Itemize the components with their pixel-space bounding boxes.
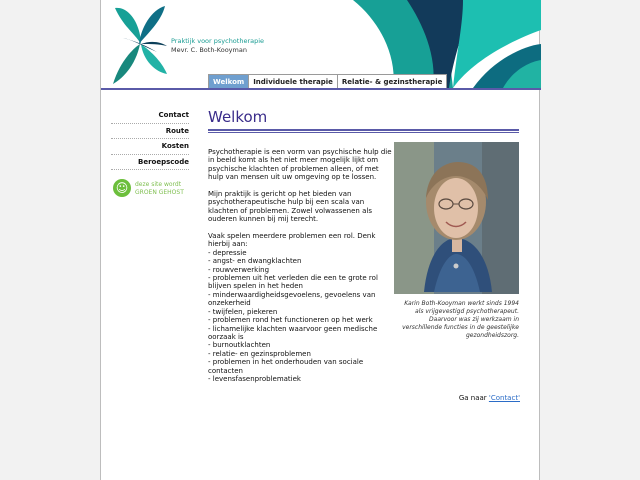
main-tabs: [208, 74, 447, 89]
sidebar-item-route[interactable]: Route: [111, 124, 189, 140]
badge-text-bottom: GROEN GEHOST: [135, 189, 184, 196]
list-item: - twijfelen, piekeren: [208, 307, 278, 316]
sidebar-item-beroepscode[interactable]: Beroepscode: [111, 155, 189, 171]
list-item: - relatie- en gezinsproblemen: [208, 349, 311, 358]
list-item: - levensfasenproblematiek: [208, 374, 301, 383]
intro-paragraph-2: Mijn praktijk is gericht op het bieden van psychotherapeutische hulp bij een scala van klachten of problemen. Zowel volwassenen als ouderen kunnen bij mij terecht.: [208, 190, 372, 224]
list-item: - burnoutklachten: [208, 341, 271, 350]
sidebar: [111, 108, 189, 170]
problem-list: [208, 232, 393, 383]
list-item: - rouwverwerking: [208, 265, 270, 274]
tab-individuele-therapie[interactable]: Individuele therapie: [249, 75, 338, 89]
list-item: - problemen uit het verleden die een te grote rol blijven spelen in het heden: [208, 274, 378, 291]
list-item: - lichamelijke klachten waarvoor geen medische oorzaak is: [208, 324, 378, 341]
page-title: Welkom: [208, 108, 268, 126]
sidebar-item-kosten[interactable]: Kosten: [111, 139, 189, 155]
list-item: - problemen in het onderhouden van sociale contacten: [208, 358, 364, 375]
goto-contact: [401, 394, 520, 402]
list-item: - minderwaardigheidsgevoelens, gevoelens van onzekerheid: [208, 290, 376, 308]
header-divider: [101, 88, 541, 90]
brand-owner: Mevr. C. Both-Kooyman: [171, 46, 247, 54]
page-frame: [100, 0, 540, 480]
intro-paragraph-1: Psychotherapie is een vorm van psychische hulp die in beeld komt als het niet meer mogelijk lijkt om psychische klachten of problemen alleen, of met hulp van mensen uit uw omgeving op te lossen.: [208, 148, 392, 182]
list-item: - depressie: [208, 248, 247, 257]
badge-text-top: deze site wordt: [135, 181, 182, 188]
photo-caption: Karin Both-Kooyman werkt sinds 1994 als vrijgevestigd psychotherapeut. Daarvoor was zij werkzaam in verschillende functies in de geestelijke gezondheidszorg.: [402, 300, 519, 339]
list-item: - angst- en dwangklachten: [208, 257, 302, 266]
problem-list-intro: Vaak spelen meerdere problemen een rol. Denk hierbij aan:: [208, 232, 376, 249]
tab-welkom[interactable]: Welkom: [209, 75, 249, 89]
sidebar-item-contact[interactable]: Contact: [111, 108, 189, 124]
list-item: - problemen rond het functioneren op het werk: [208, 316, 373, 325]
header: [101, 0, 541, 90]
therapist-photo: [394, 142, 519, 294]
goto-prefix: Ga naar: [458, 394, 489, 402]
tab-relatie-gezinstherapie[interactable]: Relatie- & gezinstherapie: [338, 75, 447, 89]
brand-name: Praktijk voor psychotherapie: [171, 37, 265, 45]
smiley-icon: ☺: [113, 179, 131, 197]
title-divider-thin: [208, 132, 519, 133]
contact-link[interactable]: 'Contact': [488, 394, 520, 402]
green-hosting-badge[interactable]: [113, 179, 193, 199]
logo: [111, 4, 169, 86]
title-divider: [208, 129, 519, 131]
intro-text: [208, 148, 393, 383]
